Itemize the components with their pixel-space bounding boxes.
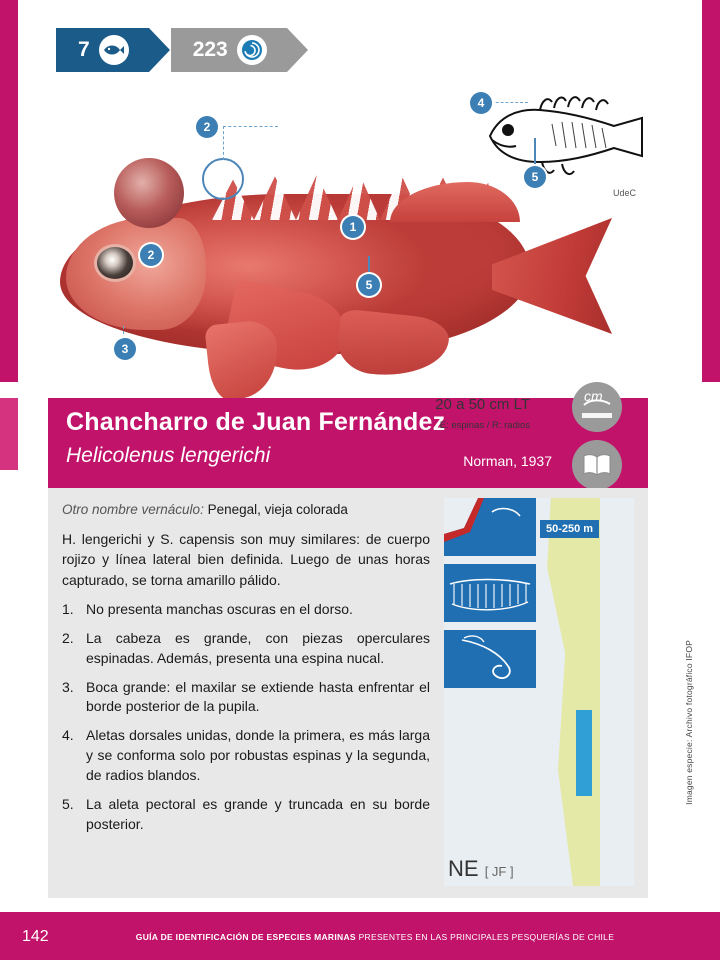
fish-icon [99, 35, 129, 65]
vernacular-value: Penegal, vieja colorada [207, 502, 348, 517]
list-item-number: 4. [62, 727, 74, 744]
species-size: 20 a 50 cm LT [435, 396, 530, 413]
list-item-text: Aletas dorsales unidas, donde la primera, es más larga y se conforma solo por robustas espinas y la segunda, de radios blandos. [86, 727, 430, 784]
list-item-text: Boca grande: el maxilar se extiende hasta enfrentar el borde posterior de la pupila. [86, 678, 430, 715]
list-item [62, 726, 430, 786]
habitat-thumb-depth [444, 498, 536, 556]
status-region: [ JF ] [484, 864, 514, 879]
fish-eye [94, 244, 136, 282]
marker-4[interactable]: 4 [470, 92, 492, 114]
habitat-thumb-hook [444, 630, 536, 688]
leader-line-5b [534, 138, 536, 168]
distribution-range-highlight [576, 710, 592, 796]
leader-line-2a [223, 126, 224, 160]
tab-chapter[interactable] [56, 28, 149, 72]
nuchal-spine-highlight [202, 158, 244, 200]
species-author: Norman, 1937 [463, 453, 552, 469]
description-column [62, 502, 430, 844]
left-magenta-rail [0, 0, 18, 382]
distribution-map-panel [444, 498, 634, 886]
photo-credit [684, 640, 694, 805]
marker-1[interactable]: 1 [342, 216, 364, 238]
marker-3[interactable]: 3 [114, 338, 136, 360]
tab-chapter-number: 7 [78, 38, 90, 61]
marker-2-head[interactable]: 2 [140, 244, 162, 266]
species-line-drawing [482, 84, 672, 194]
leader-line-2b [223, 126, 278, 127]
list-item-number: 2. [62, 629, 74, 646]
vernacular-label: Otro nombre vernáculo: [62, 502, 204, 517]
list-item [62, 678, 430, 718]
line-drawing-credit: UdeC [612, 188, 636, 198]
marker-5-pectoral[interactable]: 5 [358, 274, 380, 296]
list-item [62, 629, 430, 669]
tab-species-value: 223 [192, 38, 228, 61]
map-background [444, 498, 634, 886]
list-item-text: La aleta pectoral es grande y truncada en su borde posterior. [86, 795, 430, 832]
intro-paragraph: H. lengerichi y S. capensis son muy similares: de cuerpo rojizo y línea lateral bien definida. Luego de unas horas capturado, se torna amarillo pálido. [62, 531, 430, 588]
measurement-badge [572, 382, 622, 432]
list-item-text: No presenta manchas oscuras en el dorso. [86, 600, 353, 617]
left-pink-accent [0, 398, 18, 470]
title-band [48, 388, 648, 488]
content-panel [48, 488, 648, 898]
anal-fin [335, 308, 451, 381]
size-legend: E: espinas / R: radios [439, 420, 530, 431]
status-code: NE [448, 856, 479, 881]
head-detail-inset [114, 158, 184, 228]
reference-badge [572, 440, 622, 490]
species-photo-area [18, 76, 702, 388]
fish-head [66, 218, 206, 330]
list-item-text: La cabeza es grande, con piezas operculares espinadas. Además, presenta una espina nucal. [86, 629, 430, 666]
footer-caption-rest: PRESENTES EN LAS PRINCIPALES PESQUERÍAS DE CHILE [358, 932, 615, 942]
photo-credit-text: Imagen especie: Archivo fotográfico IFOP [684, 640, 694, 805]
marker-5-lineart[interactable]: 5 [524, 166, 546, 188]
marker-2-top[interactable]: 2 [196, 116, 218, 138]
list-item [62, 600, 430, 620]
spiral-icon [237, 35, 267, 65]
feature-list [62, 600, 430, 835]
depth-label: 50-250 m [540, 520, 599, 538]
page-number: 142 [22, 928, 49, 945]
footer-caption [110, 932, 640, 942]
list-item-number: 1. [62, 600, 74, 617]
tab-species-number[interactable] [171, 28, 287, 72]
chapter-tabs [56, 28, 287, 72]
list-item-number: 3. [62, 678, 74, 695]
pelvic-fin [204, 319, 282, 402]
vernacular-line [62, 502, 430, 517]
species-common-name: Chancharro de Juan Fernández [66, 408, 446, 436]
cm-label: cm [584, 388, 603, 404]
list-item-number: 5. [62, 795, 74, 812]
list-item [62, 795, 430, 835]
species-scientific-name: Helicolenus lengerichi [66, 444, 271, 467]
footer-caption-bold: GUÍA DE IDENTIFICACIÓN DE ESPECIES MARINAS [135, 932, 356, 942]
habitat-thumb-gear [444, 564, 536, 622]
caudal-fin [492, 218, 612, 334]
leader-line-4 [486, 102, 528, 103]
conservation-status [448, 856, 514, 882]
right-magenta-rail [702, 0, 720, 382]
